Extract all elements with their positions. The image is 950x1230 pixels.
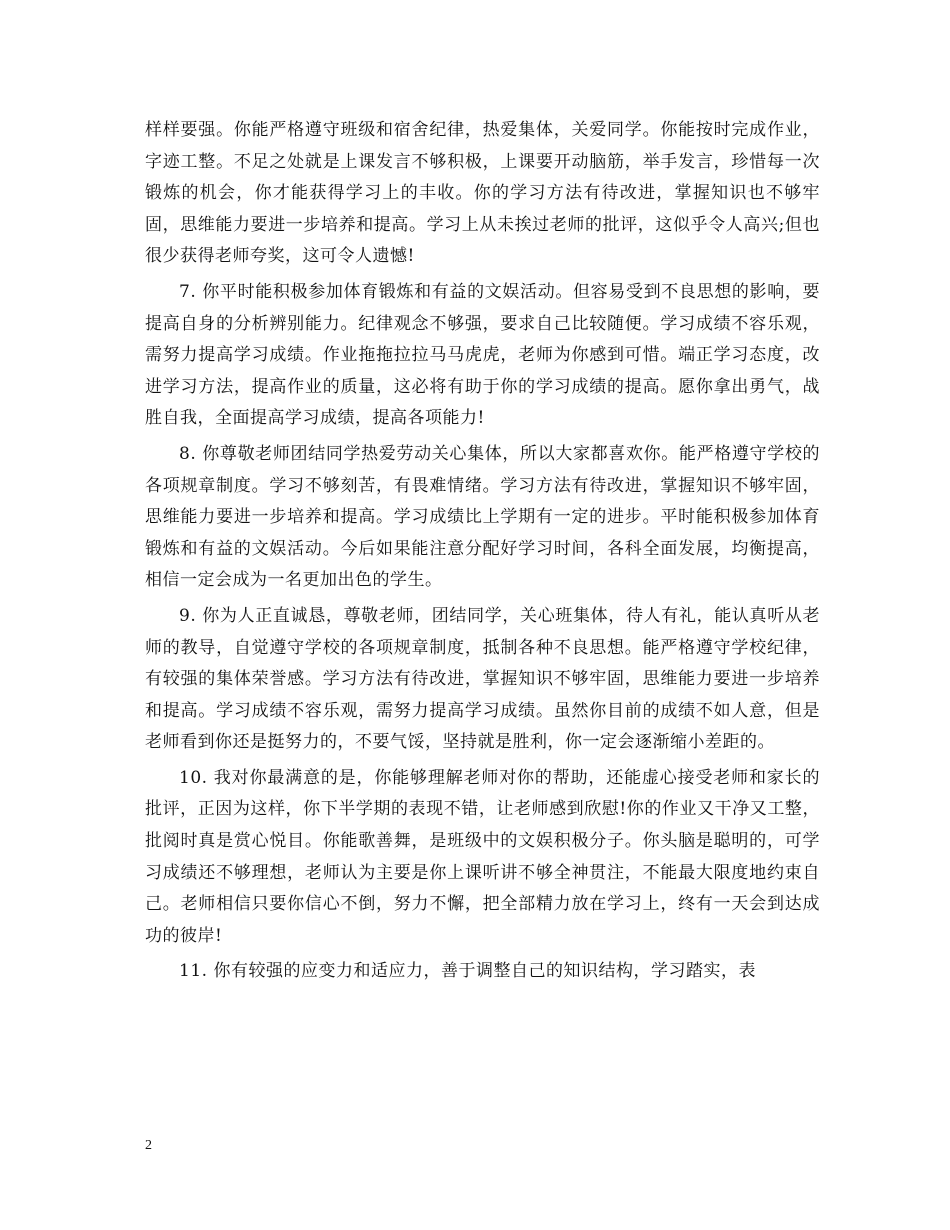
page-number: 2: [145, 1138, 152, 1153]
paragraph-item-8: 8. 你尊敬老师团结同学热爱劳动关心集体，所以大家都喜欢你。能严格遵守学校的各项规章制度。学习不够刻苦，有畏难情绪。学习方法有待改进，掌握知识不够牢固，思维能力要进一步培养和提高。学习成绩比上学期有一定的进步。平时能积极参加体育锻炼和有益的文娱活动。今后如果能注意分配好学习时间，各科全面发展，均衡提高，相信一定会成为一名更加出色的学生。: [145, 443, 820, 591]
paragraph-item-10: 10. 我对你最满意的是，你能够理解老师对你的帮助，还能虚心接受老师和家长的批评，正因为这样，你下半学期的表现不错，让老师感到欣慰!你的作业又干净又工整，批阅时真是赏心悦目。你能歌善舞，是班级中的文娱积极分子。你头脑是聪明的，可学习成绩还不够理想，老师认为主要是你上课听讲不够全神贯注，不能最大限度地约束自己。老师相信只要你信心不倒，努力不懈，把全部精力放在学习上，终有一天会到达成功的彼岸!: [145, 767, 820, 946]
paragraph-item-11: 11. 你有较强的应变力和适应力，善于调整自己的知识结构，学习踏实，表: [179, 961, 756, 982]
document-body: [145, 115, 820, 992]
paragraph-item-7: 7. 你平时能积极参加体育锻炼和有益的文娱活动。但容易受到不良思想的影响，要提高自身的分析辨别能力。纪律观念不够强，要求自己比较随便。学习成绩不容乐观，需努力提高学习成绩。作业拖拖拉拉马马虎虎，老师为你感到可惜。端正学习态度，改进学习方法，提高作业的质量，这必将有助于你的学习成绩的提高。愿你拿出勇气，战胜自我，全面提高学习成绩，提高各项能力!: [145, 281, 820, 429]
paragraph-item-9: 9. 你为人正直诚恳，尊敬老师，团结同学，关心班集体，待人有礼，能认真听从老师的教导，自觉遵守学校的各项规章制度，抵制各种不良思想。能严格遵守学校纪律，有较强的集体荣誉感。学习方法有待改进，掌握知识不够牢固，思维能力要进一步培养和提高。学习成绩不容乐观，需努力提高学习成绩。虽然你目前的成绩不如人意，但是老师看到你还是挺努力的，不要气馁，坚持就是胜利，你一定会逐渐缩小差距的。: [145, 605, 820, 753]
paragraph-continuation: 样样要强。你能严格遵守班级和宿舍纪律，热爱集体，关爱同学。你能按时完成作业，字迹工整。不足之处就是上课发言不够积极，上课要开动脑筋，举手发言，珍惜每一次锻炼的机会，你才能获得学习上的丰收。你的学习方法有待改进，掌握知识也不够牢固，思维能力要进一步培养和提高。学习上从未挨过老师的批评，这似乎令人高兴;但也很少获得老师夸奖，这可令人遗憾!: [145, 120, 820, 267]
